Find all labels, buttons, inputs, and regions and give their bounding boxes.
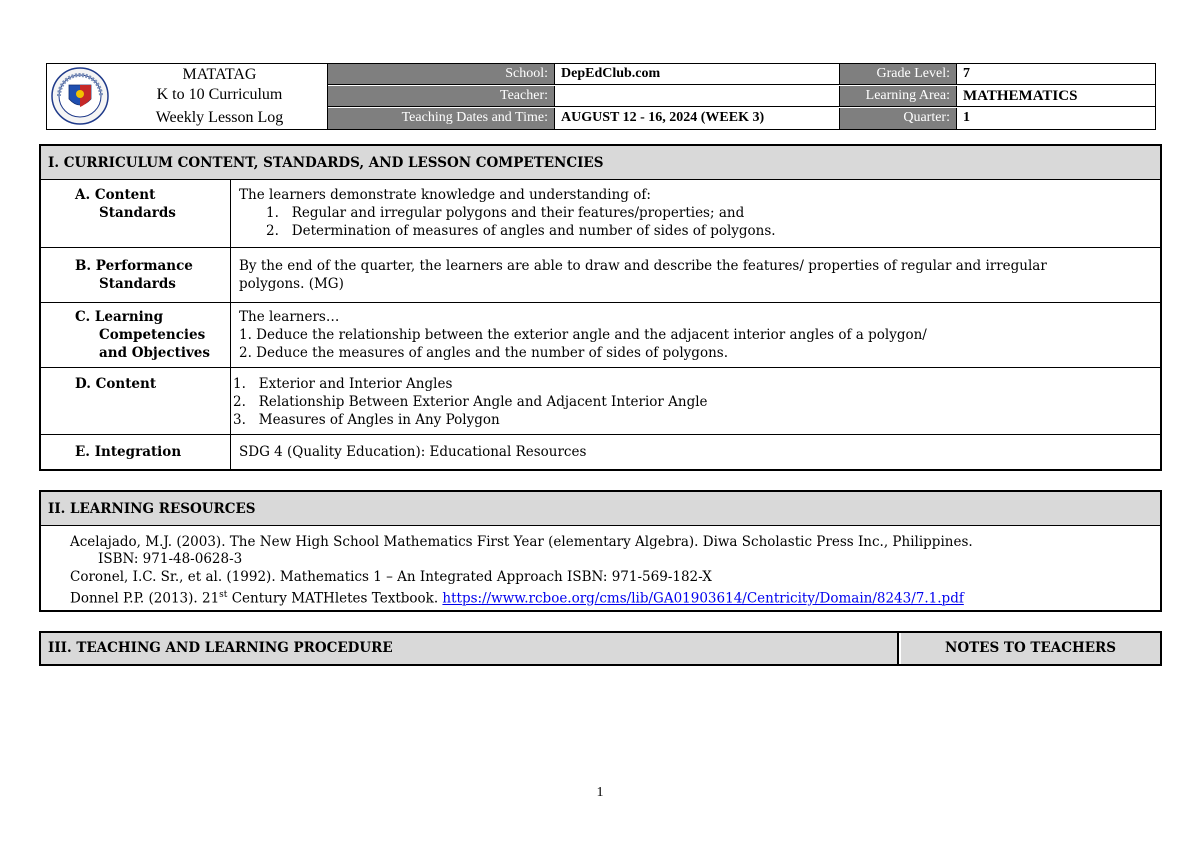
teacher-label: Teacher: [328,86,555,107]
procedure-title: III. TEACHING AND LEARNING PROCEDURE [41,633,899,664]
content-standards-label: A. Content Standards [41,180,231,247]
header-title-matatag: MATATAG [182,66,257,83]
school-label: School: [328,64,555,85]
integration-row: E. Integration SDG 4 (Quality Education): Educational Resources [41,434,1160,469]
dates-label: Teaching Dates and Time: [328,108,555,129]
performance-standards-row: B. Performance Standards By the end of the quarter, the learners are able to draw and describe the features/ properties of regular and irregular polygons. (MG) [41,247,1160,302]
content-label: D. Content [41,368,231,434]
quarter-label: Quarter: [840,108,957,129]
area-value: MATHEMATICS [957,86,1155,107]
header-title-curriculum: K to 10 Curriculum [156,86,283,103]
reference-item: Coronel, I.C. Sr., et al. (1992). Mathematics 1 – An Integrated Approach ISBN: 971-569-182-X [70,569,712,585]
area-label: Learning Area: [840,86,957,107]
curriculum-section [39,144,1162,471]
grade-label: Grade Level: [840,64,957,85]
school-value: DepEdClub.com [555,64,840,85]
reference-item: Donnel P.P. (2013). 21st Century MATHletes Textbook. https://www.rcboe.org/cms/lib/GA01903614/Centricity/Domain/8243/7.1.pdf [70,590,964,607]
competencies-row: C. Learning Competencies and Objectives The learners… 1. Deduce the relationship between the exterior angle and the adjacent interior angles of a polygon/ 2. Deduce the measures of angles and the number of sides of polygons. [41,302,1160,367]
content-row: D. Content 1. Exterior and Interior Angles 2. Relationship Between Exterior Angle and Adjacent Interior Angle 3. Measures of Angles in Any Polygon [41,367,1160,434]
header-table [46,63,1156,130]
deped-seal-icon [51,67,109,125]
header-logo-cell [47,64,327,129]
header-title-log: Weekly Lesson Log [155,109,284,126]
quarter-value: 1 [957,108,1155,129]
dates-value: AUGUST 12 - 16, 2024 (WEEK 3) [555,108,840,129]
section-title: I. CURRICULUM CONTENT, STANDARDS, AND LESSON COMPETENCIES [41,146,1160,180]
competencies-label: C. Learning Competencies and Objectives [41,303,231,367]
grade-value: 7 [957,64,1155,85]
teacher-value [555,86,840,107]
content-standards-row: A. Content Standards The learners demonstrate knowledge and understanding of: 1. Regular and irregular polygons and their features/properties; and 2. Determination of measures of angles and number of sides of polygons. [41,180,1160,247]
section-title: II. LEARNING RESOURCES [41,492,1160,526]
procedure-section [39,631,1162,666]
notes-to-teachers-header: NOTES TO TEACHERS [901,633,1160,664]
learning-resources-section [39,490,1162,612]
reference-item: Acelajado, M.J. (2003). The New High School Mathematics First Year (elementary Algebra). Diwa Scholastic Press Inc., Philippines. [70,534,973,550]
integration-label: E. Integration [41,435,231,469]
resource-link[interactable]: https://www.rcboe.org/cms/lib/GA01903614/Centricity/Domain/8243/7.1.pdf [442,590,964,607]
page-number: 1 [596,785,604,800]
reference-isbn: ISBN: 971-48-0628-3 [98,551,243,567]
performance-standards-label: B. Performance Standards [41,248,231,302]
